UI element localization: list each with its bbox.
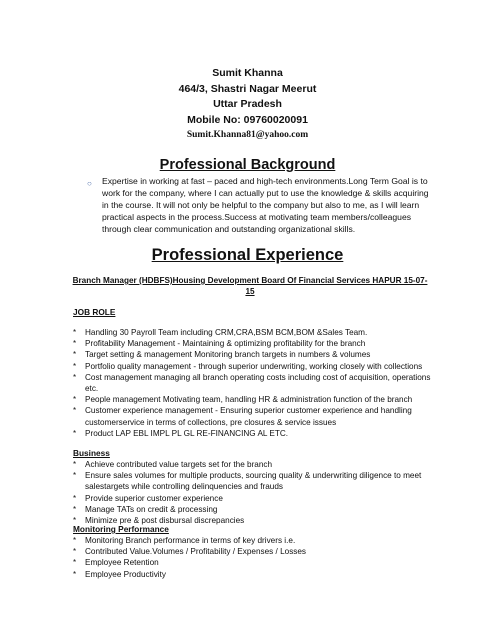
background-heading: Professional Background <box>159 157 336 173</box>
monitoring-list <box>73 535 433 580</box>
list-item <box>73 546 433 557</box>
list-item <box>73 338 433 349</box>
list-item <box>73 394 433 405</box>
asterisk-bullet-icon: * <box>73 504 77 514</box>
list-item <box>73 428 433 439</box>
asterisk-bullet-icon: * <box>73 372 77 382</box>
asterisk-bullet-icon: * <box>73 395 77 405</box>
asterisk-bullet-icon: * <box>73 339 77 349</box>
job-role-list <box>73 327 433 439</box>
list-item-text: Manage TATs on credit & processing <box>85 504 218 514</box>
list-item-text: Handling 30 Payroll Team including CRM,CRA,BSM BCM,BOM &Sales Team. <box>85 328 368 337</box>
asterisk-bullet-icon: * <box>73 328 77 337</box>
list-item-text: Minimize pre & post disbursal discrepancies <box>85 516 245 526</box>
list-item <box>73 349 433 360</box>
list-item-text: Provide superior customer experience <box>85 493 223 503</box>
asterisk-bullet-icon: * <box>73 516 77 526</box>
list-item-text: Profitability Management - Maintaining & optimizing profitability for the branch <box>85 339 366 349</box>
asterisk-bullet-icon: * <box>73 536 77 545</box>
list-item <box>73 493 433 504</box>
job-title: Branch Manager (HDBFS)Housing Development Board Of Financial Services HAPUR 15-07-15 <box>72 276 428 296</box>
list-item-text: Achieve contributed value targets set for the branch <box>85 460 273 469</box>
mobile-line: Mobile No: 09760020091 <box>187 113 308 126</box>
contact-block <box>0 66 495 142</box>
list-item-text: Target setting & management Monitoring branch targets in numbers & volumes <box>85 350 371 360</box>
list-item-text: Customer experience management - Ensuring superior customer experience and handling customerservice in terms of collections, pre closures & service issues <box>85 406 412 427</box>
list-item-text: Cost management managing all branch operating costs including cost of acquisition, operations etc. <box>85 372 431 394</box>
monitoring-label: Monitoring Performance <box>73 524 169 534</box>
business-list <box>73 459 433 526</box>
list-item-text: Product LAP EBL IMPL PL GL RE-FINANCING AL ETC. <box>85 428 289 438</box>
state-line: Uttar Pradesh <box>213 98 282 110</box>
list-item-text: Portfolio quality management - through superior underwriting, working closely with collections <box>85 361 423 371</box>
asterisk-bullet-icon: * <box>73 428 77 438</box>
list-item-text: Employee Retention <box>85 558 159 568</box>
list-item-text: Employee Productivity <box>85 569 166 579</box>
background-summary: Expertise in working at fast – paced and high-tech environments.Long Term Goal is to work for the company, where I can actually put to use the knowledge & skills acquiring in the course. It will not only be helpful to the company but also to me, as I will learn practical aspects in the process.Success at motivating team members/colleagues through clear communication and outstanding organizational skills. <box>102 176 429 234</box>
list-item <box>73 504 433 515</box>
list-item-text: Contributed Value.Volumes / Profitability / Expenses / Losses <box>85 547 307 557</box>
business-label: Business <box>73 448 110 458</box>
asterisk-bullet-icon: * <box>73 471 77 481</box>
list-item-text: Ensure sales volumes for multiple products, sourcing quality & underwriting diligence to meet salestargets while controlling delinquencies and frauds <box>85 471 422 492</box>
list-item <box>73 459 433 470</box>
email-line: Sumit.Khanna81@yahoo.com <box>186 130 309 140</box>
list-item-text: People management Motivating team, handling HR & administration function of the branch <box>85 395 413 405</box>
experience-heading: Professional Experience <box>151 246 344 264</box>
address-line: 464/3, Shastri Nagar Meerut <box>178 82 317 95</box>
list-item <box>73 470 433 492</box>
list-item <box>73 327 433 338</box>
list-item <box>73 557 433 568</box>
asterisk-bullet-icon: * <box>73 350 77 360</box>
asterisk-bullet-icon: * <box>73 361 77 371</box>
asterisk-bullet-icon: * <box>73 406 77 416</box>
list-item <box>73 361 433 372</box>
candidate-name: Sumit Khanna <box>212 67 283 79</box>
asterisk-bullet-icon: * <box>73 569 77 579</box>
list-item <box>73 535 433 546</box>
asterisk-bullet-icon: * <box>73 547 77 557</box>
asterisk-bullet-icon: * <box>73 558 77 568</box>
job-role-label: JOB ROLE <box>73 307 116 317</box>
list-item <box>73 569 433 580</box>
list-item-text: Monitoring Branch performance in terms of key drivers i.e. <box>85 536 296 545</box>
circle-bullet-icon: ○ <box>87 179 92 188</box>
asterisk-bullet-icon: * <box>73 460 77 469</box>
list-item <box>73 372 433 394</box>
list-item <box>73 405 433 427</box>
asterisk-bullet-icon: * <box>73 493 77 503</box>
